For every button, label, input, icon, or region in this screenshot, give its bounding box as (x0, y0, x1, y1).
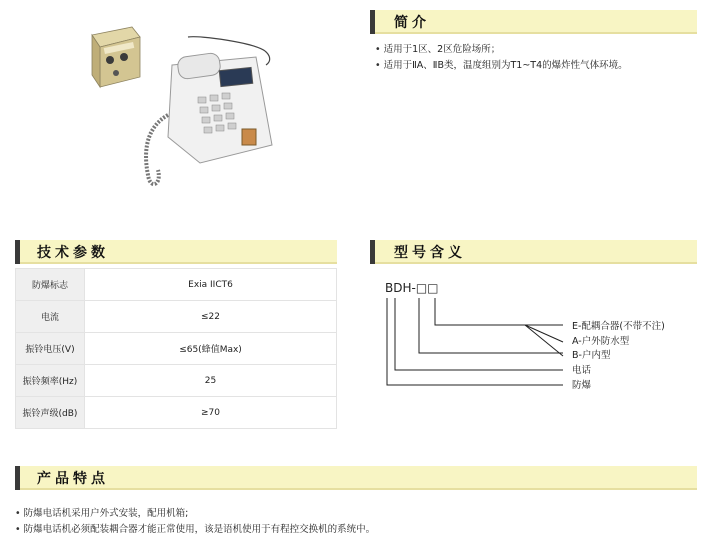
header-marker (370, 10, 375, 34)
intro-bullet: • 适用于1区、2区危险场所； (375, 42, 628, 58)
table-row (16, 269, 337, 301)
header-marker (15, 466, 20, 490)
table-row (16, 333, 337, 365)
intro-header (370, 10, 697, 34)
params-header (15, 240, 337, 264)
params-title: 技术参数 (37, 245, 109, 261)
model-label-outdoor: A-户外防水型 (572, 336, 630, 347)
model-label-coupler: E-配耦合器(不带不注) (572, 321, 665, 332)
model-label-indoor: B-户内型 (572, 350, 611, 361)
telephone-image (146, 37, 272, 184)
param-key: 振铃频率(Hz) (16, 365, 85, 397)
features-bullets (15, 506, 375, 538)
header-marker (15, 240, 20, 264)
table-row (16, 301, 337, 333)
param-key: 防爆标志 (16, 269, 85, 301)
model-code: BDH-□□ (385, 281, 439, 295)
param-value: Exia IICT6 (85, 269, 337, 301)
param-key: 振铃声级(dB) (16, 397, 85, 429)
param-value: ≥70 (85, 397, 337, 429)
table-row (16, 397, 337, 429)
param-value: ≤65(蜂值Max) (85, 333, 337, 365)
coupler-box-image (92, 27, 140, 87)
model-label-explosion-proof: 防爆 (572, 380, 592, 391)
table-row (16, 365, 337, 397)
header-marker (370, 240, 375, 264)
model-header (370, 240, 697, 264)
product-photo (80, 5, 280, 200)
model-label-phone: 电话 (572, 365, 592, 376)
intro-bullets (375, 42, 628, 74)
param-value: ≤22 (85, 301, 337, 333)
feature-bullet: • 防爆电话机采用户外式安装，配用机箱; (15, 506, 375, 522)
intro-title: 简介 (394, 15, 430, 31)
model-diagram (375, 270, 705, 410)
intro-bullet: • 适用于ⅡA、ⅡB类，温度组别为T1~T4的爆炸性气体环境。 (375, 58, 628, 74)
feature-bullet: • 防爆电话机必须配装耦合器才能正常使用，该是语机使用于有程控交换机的系统中。 (15, 522, 375, 538)
param-key: 振铃电压(V) (16, 333, 85, 365)
features-header (15, 466, 697, 490)
model-title: 型号含义 (394, 245, 466, 261)
params-table (15, 268, 337, 429)
param-value: 25 (85, 365, 337, 397)
param-key: 电流 (16, 301, 85, 333)
features-title: 产品特点 (37, 471, 109, 487)
